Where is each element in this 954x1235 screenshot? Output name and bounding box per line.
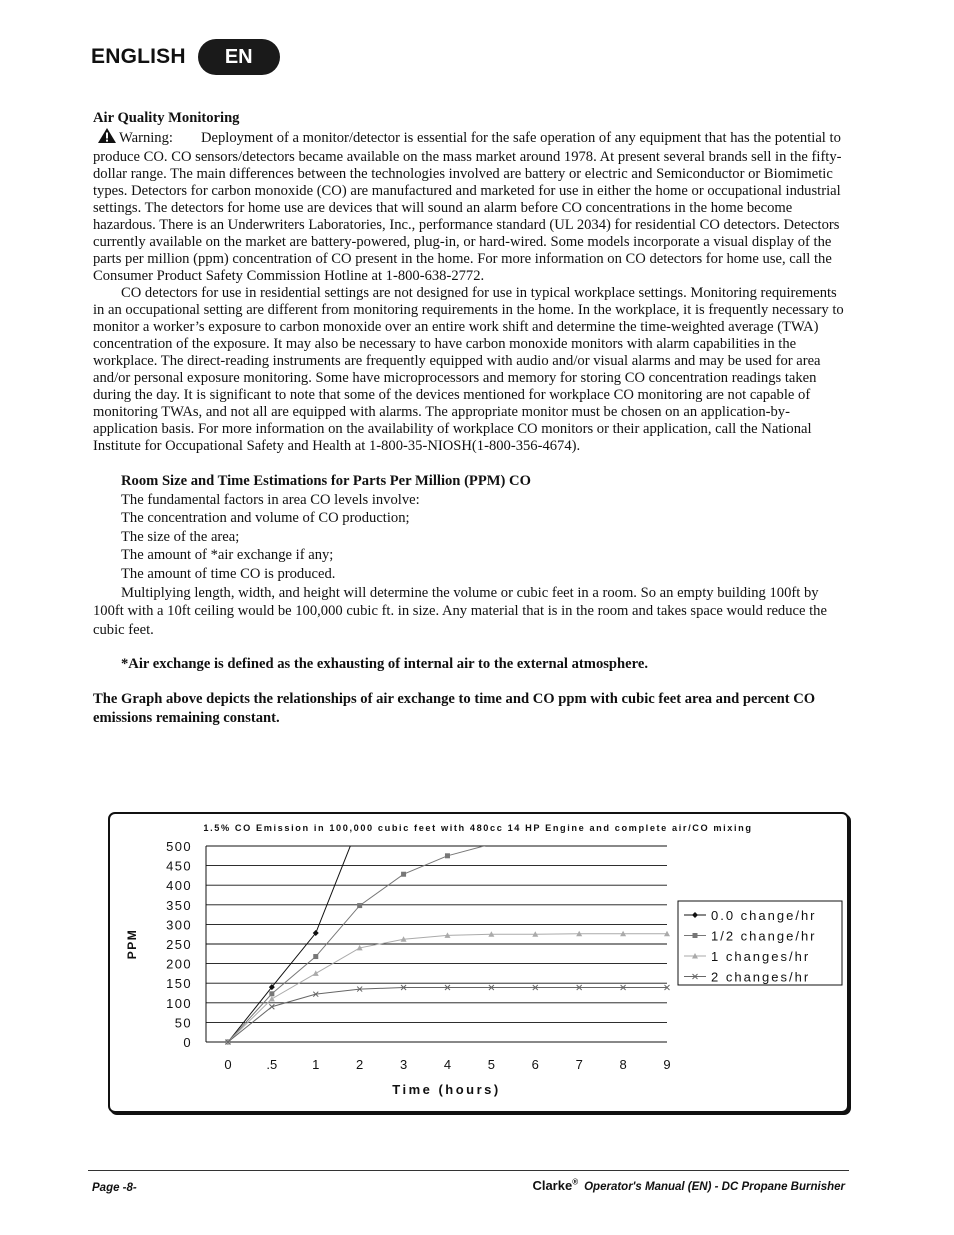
air-exchange-note: *Air exchange is defined as the exhausting of internal air to the external atmosphere. — [121, 656, 648, 673]
x-tick-label: 7 — [575, 1057, 583, 1072]
series-2-point — [269, 991, 274, 996]
y-tick-label: 300 — [166, 917, 192, 933]
graph-note: The Graph above depicts the relationships of air exchange to time and CO ppm with cubic feet area and percent CO emissions remaining constant. — [93, 691, 816, 727]
chart-title: 1.5% CO Emission in 100,000 cubic feet with 480cc 14 HP Engine and complete air/CO mixing — [203, 823, 753, 833]
footer-title — [532, 1178, 845, 1193]
body-text — [93, 110, 849, 728]
y-tick-label: 450 — [166, 858, 192, 874]
y-tick-label: 50 — [174, 1015, 192, 1031]
series-2-point — [401, 872, 406, 877]
paragraph-3: Multiplying length, width, and height will determine the volume or cubic feet in a room. So an empty building 100ft by 100ft with a 10ft ceiling would be 100,000 cubic ft. in size. Any material that is in the room and takes space would reduce the cubic feet. — [93, 584, 827, 638]
x-tick-label: 4 — [443, 1057, 452, 1072]
footer-rule — [88, 1170, 849, 1171]
x-tick-label: 2 — [356, 1057, 364, 1072]
paragraph-1: Deployment of a monitor/detector is essential for the safe operation of any equipment that has the potential to produce CO. CO sensors/detectors became available on the mass market around 1978. At present several brands sell in the fifty-dollar range. The main differences between the technologies involved are battery or electric and Semiconductor or Biomimetic types. Detectors for carbon monoxide (CO) are manufactured and marketed for use in either the home or occupational industrial settings. The detectors for home use are devices that will sound an alarm before CO concentrations in the home become hazardous. There is an Underwriters Laboratories, Inc., performance standard (UL 2034) for residential CO detectors. Detectors currently available on the market are battery-powered, plug-in, or hard-wired. Some models incorporate a visual display of the parts per million (ppm) concentration of CO present in the home. For more information on CO detectors for home use, call the Consumer Product Safety Commission Hotline at 1-800-638-2772. — [93, 130, 842, 284]
warning-label: Warning: — [119, 130, 173, 146]
chart-canvas — [110, 814, 847, 1111]
list-item: The amount of time CO is produced. — [121, 565, 336, 582]
y-tick-label: 500 — [166, 839, 192, 854]
x-tick-label: .5 — [266, 1057, 278, 1072]
y-tick-label: 150 — [166, 976, 192, 992]
series-line-4 — [228, 988, 667, 1042]
section-heading-room-size: Room Size and Time Estimations for Parts Per Million (PPM) CO — [121, 473, 531, 489]
y-tick-label: 400 — [166, 878, 192, 894]
y-tick-label: 200 — [166, 956, 192, 972]
series-line-1 — [228, 822, 360, 1042]
x-tick-label: 5 — [487, 1057, 495, 1072]
legend-entry: 1/2 change/hr — [711, 928, 817, 944]
x-tick-label: 0 — [224, 1057, 232, 1072]
co-ppm-chart — [108, 812, 849, 1113]
series-2-point — [357, 903, 362, 908]
legend-entry: 2 changes/hr — [711, 969, 811, 985]
series-2-point — [313, 954, 318, 959]
series-3-point — [313, 970, 319, 976]
y-tick-label: 100 — [166, 995, 192, 1011]
language-badge: EN — [198, 39, 280, 75]
legend-entry: 1 changes/hr — [711, 949, 811, 964]
series-2-point — [445, 853, 450, 858]
list-item: The amount of *air exchange if any; — [121, 547, 334, 564]
x-tick-label: 6 — [531, 1057, 539, 1072]
legend-entry: 0.0 change/hr — [711, 908, 817, 923]
x-tick-label: 3 — [399, 1057, 408, 1072]
page-header — [91, 38, 280, 76]
paragraph-2: CO detectors for use in residential settings are not designed for use in typical workplace settings. Monitoring requirements in an occupational setting are different from monitoring requirements in the home. In the workplace, it is frequently necessary to monitor a worker’s exposure to carbon monoxide over an entire work shift and determine the time-weighted average (TWA) concentration of the exposure. It may also be necessary to have carbon monoxide monitors with alarm capabilities in the workplace. The direct-reading instruments are frequently equipped with audio and/or visual alarms and may be used for area and/or personal exposure monitoring. Some have microprocessors and memory for storing CO concentration readings taken during the day. It is significant to note that some of the devices mentioned for workplace CO monitoring are not capable of monitoring TWAs, and not all are equipped with alarms. The appropriate monitor must be chosen on an application-by-application basis. For more information on the availability of workplace CO monitors or their application, call the National Institute for Occupational Safety and Health at 1-800-35-NIOSH(1-800-356-4674). — [93, 285, 844, 454]
x-axis-label: Time (hours) — [392, 1082, 501, 1097]
x-tick-label: 9 — [663, 1057, 671, 1072]
x-tick-label: 1 — [312, 1057, 320, 1072]
y-axis-label: PPM — [125, 928, 139, 960]
legend-marker — [693, 933, 698, 938]
y-tick-label: 0 — [183, 1035, 192, 1050]
registered-mark: ® — [572, 1178, 579, 1187]
manual-title: Operator's Manual (EN) - DC Propane Burnisher — [584, 1181, 845, 1194]
warning-paragraph — [93, 127, 849, 285]
x-tick-label: 8 — [619, 1057, 627, 1072]
warning-icon — [97, 127, 117, 149]
language-label: ENGLISH — [91, 45, 186, 68]
series-line-2 — [228, 844, 491, 1042]
list-item: The size of the area; — [121, 528, 240, 545]
brand-name: Clarke — [532, 1178, 573, 1194]
y-tick-label: 250 — [166, 937, 192, 952]
list-item: The concentration and volume of CO production; — [121, 510, 410, 527]
section-heading-air-quality: Air Quality Monitoring — [93, 110, 240, 126]
page-number: Page -8- — [92, 1182, 137, 1194]
y-tick-label: 350 — [166, 897, 192, 913]
list-item: The fundamental factors in area CO levels involve: — [121, 491, 420, 508]
